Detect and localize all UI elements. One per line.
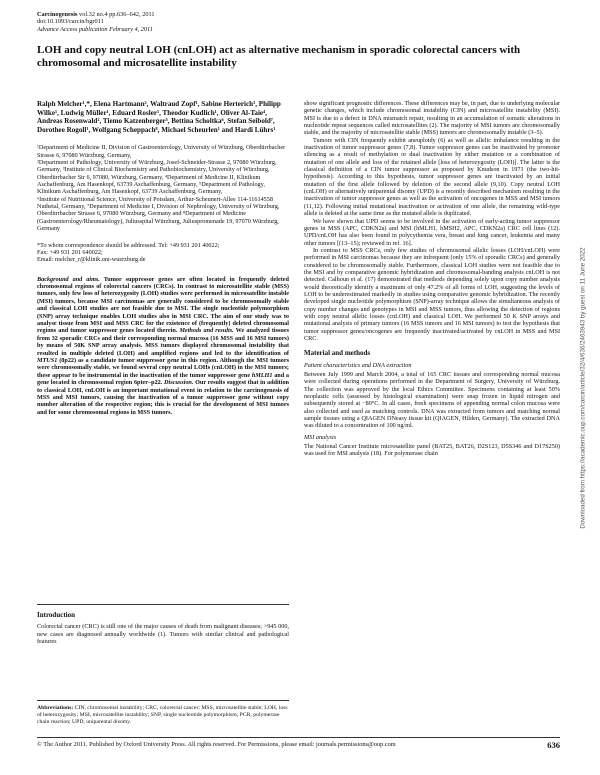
advance-access: Advance Access publication February 4, 2011 bbox=[37, 25, 153, 33]
journal-header bbox=[37, 11, 337, 33]
paragraph: The National Cancer Institute microsatellite panel (BAT25, BAT26, D2S123, D5S346 and D17S250) was used for MSI analysis (18). For polymerase chain bbox=[304, 443, 560, 458]
paragraph: Tumors with CIN frequently exhibit aneuploidy (6) as well as allelic imbalance resulting in the inactivation of tumor suppressor genes (7,8). Tumor suppressor genes can be inactivated by promoter silencing as a result of methylation or dual inactivation by either mutation or a combination of mutation of one allele and loss of the retained allele [loss of heterozygosity (LOH)]. The latter is the classical definition of a CIN tumor suppressor as proposed by Knudson in 1971 (the two-hit-hypothesis). According to this hypothesis, tumor suppressor genes are inactivated by an initial mutation of the first allele followed by deletion of the second allele (9,10). Copy neutral LOH (cnLOH) or alternatively uniparental disomy (UPD) is a recently described mechanism resulting in the inactivation of tumor suppressor genes as well as the activation of oncogenes in MSS and MSI tumors (11,12). Following initial mutational inactivation or activation of one allele, the remaining wild-type allele is deleted at the same time as the mutated allele is duplicated. bbox=[304, 136, 560, 218]
divider bbox=[37, 604, 289, 605]
right-column bbox=[304, 100, 560, 458]
abbreviations-label: Abbreviations: bbox=[37, 705, 74, 711]
abstract-text: (8p22) as a candidate tumor suppressor gene in this region. Although the MSI tumors were chromosomally stable, we found several copy neutral LOHs (cnLOH) in the MSI tumors; these appear to be instrumental in the inactivation of the tumor suppressor gene bbox=[37, 357, 289, 379]
author-list: Ralph Melcher¹,*, Elena Hartmann², Waltraud Zopf¹, Sabine Herterich³, Philipp Wilke¹, Ludwig Müller¹, Eduard Rosler¹, Theodor Kudlich¹, Oliver Al-Taie⁴, Andreas Rosenwald², Tiemo Katzenberger⁵, Bettina Scholtka⁶, Stefan Seibold⁷, Dorothee Rogoll¹, Wolfgang Scheppach⁸, Michael Scheurlen¹ and Hardi Lührs¹ bbox=[37, 100, 281, 134]
left-column bbox=[37, 100, 289, 416]
divider bbox=[37, 700, 289, 701]
divider bbox=[37, 737, 560, 738]
section-heading: Material and methods bbox=[304, 349, 371, 358]
paragraph: We have shown that UPD seems to be involved in the activation of early-acting tumor suppressor genes in MSS (APC, CDKN2a) and MSI (hMLH1, hMSH2, APC, CDKN2a) CRC cell lines (12). UPD/cnLOH has also been found in polycythemia vera, breast and lung cancer, leukemia and many other tumors [(13–15); reviewed in ref. 16]. bbox=[304, 217, 560, 247]
gene-name: hMLH1 bbox=[251, 371, 273, 379]
affiliation: ¹Department of Medicine II, Division of Gastroenterology, University of Würzburg, Oberdürrbacher Strasse 6, 97080 Würzburg, Germany, bbox=[37, 144, 286, 159]
abstract-text: Our results suggest that in addition to classical LOH, cnLOH is an important mutational event in relation to the carcinogenesis of MSS and MSI tumors, causing the inactivation of a tumor suppressor gene without copy number alteration of the respective region; this is crucial for the development of MSI tumors and for some chromosomal regions in MSS tumors. bbox=[37, 379, 289, 416]
abbreviations-text: CIN, chromosomal instability; CRC, colorectal cancer; MSS, microsatellite stable; LOH, loss of heterozygosity; MSI, microsatellite instability; SNP, single nucleotide polymorphism; PCR, polymerase chain reaction; UPD, uniparental disomy. bbox=[37, 705, 288, 725]
correspondence-fax: Fax: +49 931 201 640022; bbox=[37, 248, 103, 256]
subsection-heading: MSI analysis bbox=[304, 433, 337, 441]
volume-info: vol.32 no.4 pp.636–642, 2011 bbox=[79, 11, 155, 18]
introduction-section bbox=[37, 604, 289, 645]
abstract-text: Tumor suppressor genes are often located in frequently deleted chromosomal regions of colorectal cancers (CRCs). In contrast to microsatellite stable (MSS) tumors, only few loss of heterozygosity (LOH) studies were performed in microsatellite instable (MSI) tumors, because MSI carcinomas are generally considered to be chromosomally stable and classical LOH studies are not feasible due to MSI. The single nucleotide polymorphism (SNP) array technique enables LOH studies also in MSI CRC. The aim of our study was to analyse tissue from MSI and MSS CRC for the existence of (frequently) deleted chromosomal regions and tumor suppressor genes located therein. bbox=[37, 275, 289, 335]
article-title: LOH and copy neutral LOH (cnLOH) act as alternative mechanism in sporadic colorectal cancers with chromosomal and microsatellite instability bbox=[37, 44, 521, 70]
correspondence bbox=[37, 242, 289, 264]
correspondence-line: *To whom correspondence should be addressed. Tel: +49 931 201 40022; bbox=[37, 241, 220, 249]
page-footer bbox=[37, 737, 560, 749]
subsection-heading: Patient characteristics and DNA extraction bbox=[304, 361, 412, 369]
copyright: © The Author 2011. Published by Oxford University Press. All rights reserved. For Permissions, please email: journals.permissions@oup.com bbox=[37, 741, 396, 748]
abstract-lead: Discussion. bbox=[162, 379, 194, 387]
abstract-text: and a gene located in chromosomal region 6pter–p22. bbox=[37, 371, 289, 387]
paragraph: show significant prognostic differences. These differences may be, in part, due to underlying molecular genetic changes, which include chromosomal instability (CIN) and microsatellite instability (MSI). MSI is due to a defect in DNA mismatch repair, resulting in an accumulation of somatic alterations in nucleotide repeat sequences called microsatellites (2). The majority of MSI tumors are chromosomally stable, and the majority of microsatellite stable (MSS) tumors are chromosomally instable (3–5). bbox=[304, 100, 560, 137]
section-heading: Introduction bbox=[37, 611, 75, 619]
abstract-text: We analyzed tissues from 32 sporadic CRCs and their corresponding normal mucosa (16 MSS and 16 MSI tumors) by means of 50K SNP array analysis. MSS tumors displayed chromosomal instability that resulted in multiple deleted (LOH) and amplified regions and led to the identification of bbox=[37, 327, 290, 357]
download-note: Downloaded from https://academic.oup.com/carcin/article/32/4/636/2463943 by guest on 11 June 2022 bbox=[579, 247, 587, 529]
abbreviations-footnote bbox=[37, 700, 289, 725]
page-number: 636 bbox=[547, 740, 560, 750]
abstract-lead: Background and aims. bbox=[37, 275, 100, 283]
journal-name: Carcinogenesis bbox=[37, 11, 78, 18]
paragraph: In contrast to MSS CRCs, only few studies of chromosomal allelic losses (LOH/cnLOH) were performed in MSI carcinomas because they are infrequent (only 15% of sporadic CRCs) and generally considered to be chromosomally stable. Furthermore, classical LOH studies were not feasible due to the MSI and by comparative genomic hybridization and chromosomal-banding analysis cnLOH is not detected. Calhoun et al. (17) demonstrated that methods depending solely upon copy number analysis would theoretically identify a maximum of only 47.2% of all forms of LOH, suggesting the levels of LOH to be underestimated markedly in studies using comparative genomic hybridization. The recently developed single nucleotide polymorphism (SNP)-array technique allows the simultaneous analysis of copy number changes and genotypes in MSI and MSS tumors, thus allowing the detection of regions with copy neutral allelic losses (cnLOH) and classical LOH. We performed 50 K SNP arrays and mutational analysis of primary tumors (16 MSS tumors and 16 MSI tumors) to test the hypothesis that tumor suppressor genes/oncogenes are frequently inactivated/activated by cnLOH in MSS and MSI CRC. bbox=[304, 246, 560, 342]
abstract bbox=[37, 276, 289, 417]
paragraph: Between July 1999 and March 2004, a total of 165 CRC tissues and corresponding normal mucosa were collected during operations performed in the Department of Surgery, University of Würzburg. The collection was approved by the local Ethics Committee. Specimens containing at least 50% neoplastic cells (assessed by histological examination) were snap frozen in liquid nitrogen and subsequently stored at −80°C. In all cases, fresh specimens of appending normal colon mucosa were also collected and used as matching controls. DNA was extracted from tumors and matching normal sample tissues using a QIAGEN DNeasy tissue kit (QIAGEN, Hilden, Germany). The extracted DNA was diluted to a concentration of 100 ng/ml. bbox=[304, 371, 560, 430]
correspondence-email: Email: melcher_r@klinik.uni-wuerzburg.de bbox=[37, 256, 146, 264]
doi: doi:10.1093/carcin/bgr011 bbox=[37, 18, 104, 26]
affiliation: ²Department of Pathology, University of Würzburg, Josef-Schneider-Strasse 2, 97080 Würzburg, Germany, ³Institute of Clinical Biochemistry and Pathobiochemistry, University of Würzburg, Oberdürrbacher Str 6, 97080, Würzburg, Germany, ⁴Department of Medicine II, Klinikum Aschaffenburg, Am Hasenkopf, 63739 Aschaffenburg, Germany, ⁵Department of Pathology, Klinikum Aschaffenburg, Am Hasenkopf, 63739 Aschaffenburg, Germany, bbox=[37, 159, 277, 196]
affiliation: ⁶Institute of Nutritional Science, University of Potsdam, Arthur-Scheunert-Allee 114-11614558 Nuthetal, Germany, ⁷Department of Medicine I, Division of Nephrology, University of Würzburg, Oberdürrbacher Strasse 6, 97080 Würzburg, Germany and ⁸Department of Medicine (Gastroenterology/Rheumatology), Juliusspital Würzburg, Juliuspromenade 19, 97070 Würzburg, Germany bbox=[37, 195, 280, 233]
paragraph: Colorectal cancer (CRC) is still one of the major causes of death from malignant diseases; >945 000, new cases are diagnosed annually worldwide (1). Tumors with similar clinical and pathological features bbox=[37, 623, 289, 646]
abstract-lead: Methods and results. bbox=[177, 327, 234, 335]
gene-name: MTUS1 bbox=[37, 357, 58, 364]
